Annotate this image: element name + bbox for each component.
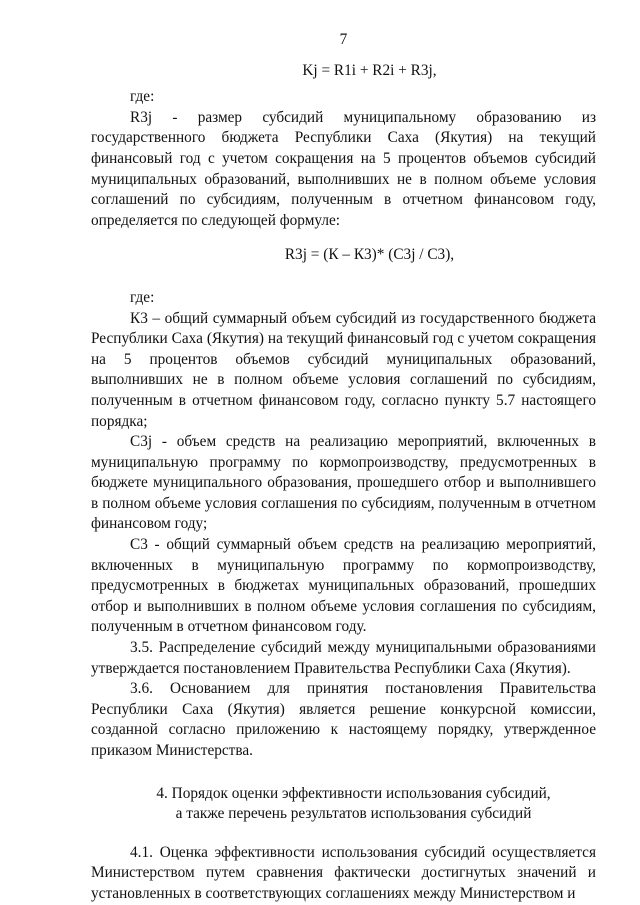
paragraph-c3: С3 - общий суммарный объем средств на реализацию мероприятий, включенных в муниципальную программу по кормопроизводству, предусмотренных в бюджетах муниципальных образований, прошедших отбор и выполнивших в полном объеме условия соглашения по субсидиям, полученным в отчетном финансовом году. — [91, 536, 596, 636]
paragraph-k3: К3 – общий суммарный объем субсидий из государственного бюджета Республики Саха (Якутия) на текущий финансовый год с учетом сокращения на 5 процентов объемов субсидий муниципальных образований, выполнивших не в полном объеме условия соглашений по субсидиям, полученным в отчетном финансовом году, согласно пункту 5.7 настоящего порядка; — [91, 309, 596, 430]
paragraph-3-5: 3.5. Распределение субсидий между муниципальными образованиями утверждается постановлением Правительства Республики Саха (Якутия). — [91, 639, 596, 677]
section-heading-line: а также перечень результатов использования субсидий — [175, 805, 532, 823]
paragraph-c3j: С3j - объем средств на реализацию мероприятий, включенных в муниципальную программу по кормопроизводству, предусмотренных в бюджете муниципального образования, прошедшего отбор и выполнившего в полном объеме условия соглашения по субсидиям, полученным в отчетном финансовом году; — [91, 433, 596, 533]
paragraph-4-1: 4.1. Оценка эффективности использования субсидий осуществляется Министерством путем сравнения фактически достигнутых значений и установленных в соответствующих соглашениях между Министерством и — [91, 843, 596, 902]
paragraph-r3j: R3j - размер субсидий муниципальному образованию из государственного бюджета Республики Саха (Якутия) на текущий финансовый год с учетом сокращения на 5 процентов объемов субсидий муниципальных образований, выполнивших не в полном объеме условия соглашений по субсидиям, полученным в отчетном финансовом году, определяется по следующей формуле: — [91, 108, 596, 229]
where-label: где: — [130, 88, 155, 106]
formula-kj: Kj = R1i + R2i + R3j, — [302, 61, 437, 79]
formula-r3j: R3j = (К – К3)* (С3j / С3), — [284, 246, 455, 264]
page-number: 7 — [339, 31, 348, 48]
where-label: где: — [130, 288, 155, 306]
section-heading — [91, 784, 596, 825]
section-heading-line: 4. Порядок оценки эффективности использования субсидий, — [156, 784, 551, 802]
paragraph-3-6: 3.6. Основанием для принятия постановления Правительства Республики Саха (Якутия) является решение конкурсной комиссии, созданной согласно приложению к настоящему порядку, утвержденное приказом Министерства. — [91, 680, 596, 759]
